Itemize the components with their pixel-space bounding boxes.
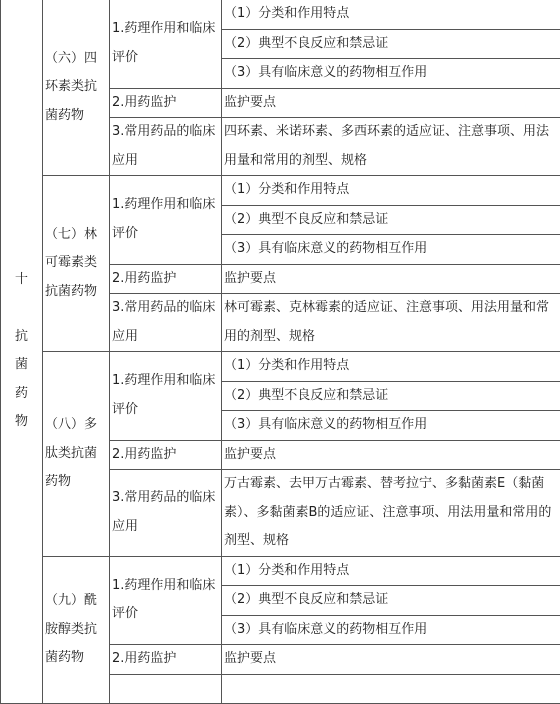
unit-title-char: 十 [3,266,40,295]
item-classification: （1）分类和作用特点 [222,556,560,586]
category-pharmacology: 1.药理作用和临床评价 [110,352,222,441]
subunit-title: （六）四环素类抗菌药物 [43,0,110,176]
item-adverse-reactions: （2）典型不良反应和禁忌证 [222,29,560,59]
item-monitoring-points: 监护要点 [222,264,560,294]
category-common-drugs: 3.常用药品的临床应用 [110,118,222,176]
category-monitoring: 2.用药监护 [110,645,222,675]
item-monitoring-points: 监护要点 [222,440,560,470]
item-adverse-reactions: （2）典型不良反应和禁忌证 [222,586,560,616]
item-classification: （1）分类和作用特点 [222,352,560,382]
subunit-title: （七）林可霉素类抗菌药物 [43,176,110,352]
table-row [1,352,560,382]
item-adverse-reactions: （2）典型不良反应和禁忌证 [222,205,560,235]
item-drug-interactions: （3）具有临床意义的药物相互作用 [222,59,560,89]
table-row [1,176,560,206]
category-pharmacology: 1.药理作用和临床评价 [110,0,222,88]
unit-title-char: 物 [3,408,40,437]
item-common-drugs: 林可霉素、克林霉素的适应证、注意事项、用法用量和常用的剂型、规格 [222,294,560,352]
item-drug-interactions: （3）具有临床意义的药物相互作用 [222,411,560,441]
subunit-title: （八）多肽类抗菌药物 [43,352,110,557]
unit-title [1,0,43,704]
category-placeholder [110,674,222,704]
unit-title-char: 菌 [3,351,40,380]
item-monitoring-points: 监护要点 [222,645,560,675]
category-pharmacology: 1.药理作用和临床评价 [110,556,222,645]
category-pharmacology: 1.药理作用和临床评价 [110,176,222,265]
unit-title-char: 药 [3,380,40,409]
category-monitoring: 2.用药监护 [110,88,222,118]
item-monitoring-points: 监护要点 [222,88,560,118]
unit-title-char: 抗 [3,323,40,352]
category-common-drugs: 3.常用药品的临床应用 [110,470,222,557]
category-common-drugs: 3.常用药品的临床应用 [110,294,222,352]
item-drug-interactions: （3）具有临床意义的药物相互作用 [222,235,560,265]
item-common-drugs: 万古霉素、去甲万古霉素、替考拉宁、多黏菌素E（黏菌素）、多黏菌素B的适应证、注意事项、用法用量和常用的剂型、规格 [222,470,560,557]
table-row [1,556,560,586]
item-placeholder [222,674,560,704]
item-drug-interactions: （3）具有临床意义的药物相互作用 [222,615,560,645]
item-common-drugs: 四环素、米诺环素、多西环素的适应证、注意事项、用法用量和常用的剂型、规格 [222,118,560,176]
category-monitoring: 2.用药监护 [110,440,222,470]
item-classification: （1）分类和作用特点 [222,0,560,29]
table-row [1,0,560,29]
category-monitoring: 2.用药监护 [110,264,222,294]
subunit-title: （九）酰胺醇类抗菌药物 [43,556,110,704]
item-classification: （1）分类和作用特点 [222,176,560,206]
item-adverse-reactions: （2）典型不良反应和禁忌证 [222,381,560,411]
